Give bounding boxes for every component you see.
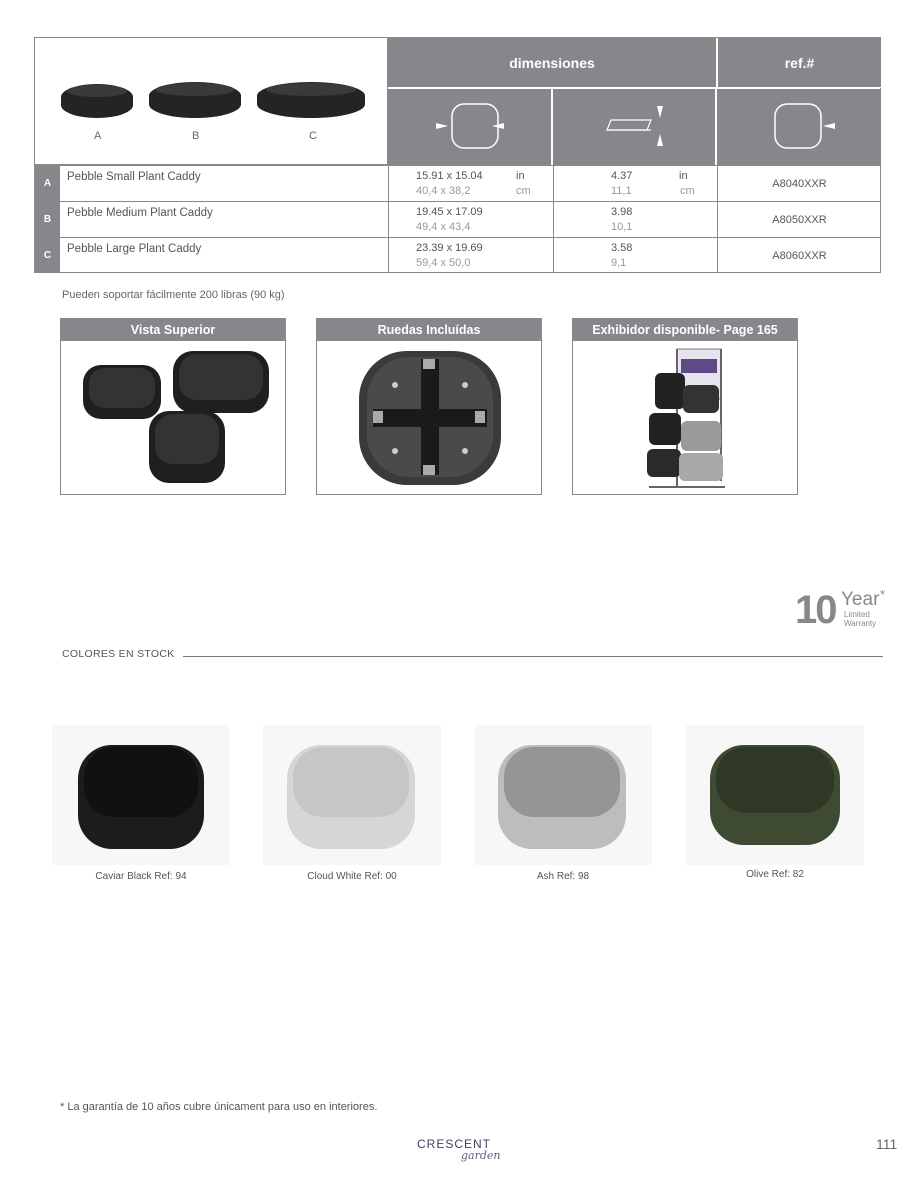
dimension-cm: 40,4 x 38,2 [416, 185, 471, 197]
height-cm: 11,1 [611, 185, 632, 197]
dimension-cell [388, 238, 553, 273]
product-name: Pebble Large Plant Caddy [67, 243, 202, 255]
dimension-cell [388, 202, 553, 237]
ref-cell: A8040XXR [717, 166, 881, 201]
top-view-image [61, 341, 285, 494]
panel-title: Ruedas Incluídas [317, 319, 541, 341]
color-label: Caviar Black Ref: 94 [95, 871, 187, 882]
dimensions-header: dimensiones [388, 38, 716, 88]
warranty-year: Year [841, 589, 880, 610]
color-label: Cloud White Ref: 00 [307, 871, 397, 882]
brand-name: CRESCENT [417, 1137, 492, 1151]
warranty-footnote: * La garantía de 10 años cubre únicament para uso en interiores. [60, 1101, 378, 1113]
dimension-in: 23.39 x 19.69 [416, 242, 483, 254]
caddy-a-image [61, 84, 133, 118]
panel-title: Exhibidor disponible- Page 165 [573, 319, 797, 341]
dimension-cm: 59,4 x 50,0 [416, 257, 471, 269]
warranty-line2: Warranty [844, 619, 877, 628]
table-row [35, 165, 881, 201]
warranty-limited [844, 610, 876, 628]
cloud-white-caddy-image [263, 725, 441, 865]
color-swatch [686, 725, 864, 865]
row-letter: A [35, 166, 60, 201]
wheels-panel [316, 318, 542, 495]
table-row [35, 237, 881, 273]
ash-caddy-image [474, 725, 652, 865]
color-swatch [52, 725, 230, 865]
warranty-number: 10 [795, 588, 836, 632]
color-swatch [474, 725, 652, 865]
wheels-underside-image [317, 341, 541, 494]
row-letter: C [35, 238, 60, 273]
height-in: 3.98 [611, 206, 633, 218]
height-icon [553, 89, 716, 165]
dimension-in: 19.45 x 17.09 [416, 206, 483, 218]
ref-header: ref.# [717, 38, 881, 88]
load-capacity-note: Pueden soportar fácilmente 200 libras (90 kg) [62, 289, 285, 301]
inner-opening-icon [717, 89, 881, 165]
size-label-b: B [192, 130, 200, 142]
warranty-asterisk: * [880, 587, 886, 602]
unit-cm: cm [680, 185, 695, 197]
height-in: 3.58 [611, 242, 633, 254]
spec-table [34, 37, 881, 273]
height-cell [553, 238, 717, 273]
height-cm: 10,1 [611, 221, 633, 233]
ref-cell: A8050XXR [717, 202, 881, 237]
width-depth-icon [388, 89, 552, 165]
color-swatch [263, 725, 441, 865]
caviar-black-caddy-image [52, 725, 230, 865]
unit-in: in [679, 170, 688, 182]
colors-divider [183, 656, 883, 657]
brand-sub: garden [461, 1149, 501, 1162]
dimension-in: 15.91 x 15.04 [416, 170, 483, 182]
colors-heading: COLORES EN STOCK [62, 648, 175, 660]
top-view-panel [60, 318, 286, 495]
height-in: 4.37 [611, 170, 633, 182]
page-number: 111 [876, 1136, 898, 1152]
size-label-c: C [309, 130, 317, 142]
caddy-c-image [257, 82, 365, 118]
height-cm: 9,1 [611, 257, 627, 269]
row-letter: B [35, 202, 60, 237]
brand-logo [417, 1137, 507, 1173]
warranty-badge [795, 589, 895, 631]
height-cell [553, 202, 717, 237]
unit-in: in [516, 170, 525, 182]
color-label: Ash Ref: 98 [536, 871, 590, 882]
size-label-a: A [94, 130, 102, 142]
color-label: Olive Ref: 82 [746, 869, 804, 880]
product-name: Pebble Small Plant Caddy [67, 171, 201, 183]
height-cell [553, 166, 717, 201]
product-name: Pebble Medium Plant Caddy [67, 207, 213, 219]
display-panel [572, 318, 798, 495]
olive-caddy-image [686, 725, 864, 865]
caddy-b-image [149, 82, 241, 118]
unit-cm: cm [516, 185, 531, 197]
panel-title: Vista Superior [61, 319, 285, 341]
table-row [35, 201, 881, 237]
display-rack-image [573, 341, 797, 494]
dimension-cm: 49,4 x 43,4 [416, 221, 471, 233]
warranty-line1: Limited [844, 610, 870, 619]
dimension-cell [388, 166, 553, 201]
product-sizes-image [35, 38, 388, 165]
ref-cell: A8060XXR [717, 238, 881, 273]
